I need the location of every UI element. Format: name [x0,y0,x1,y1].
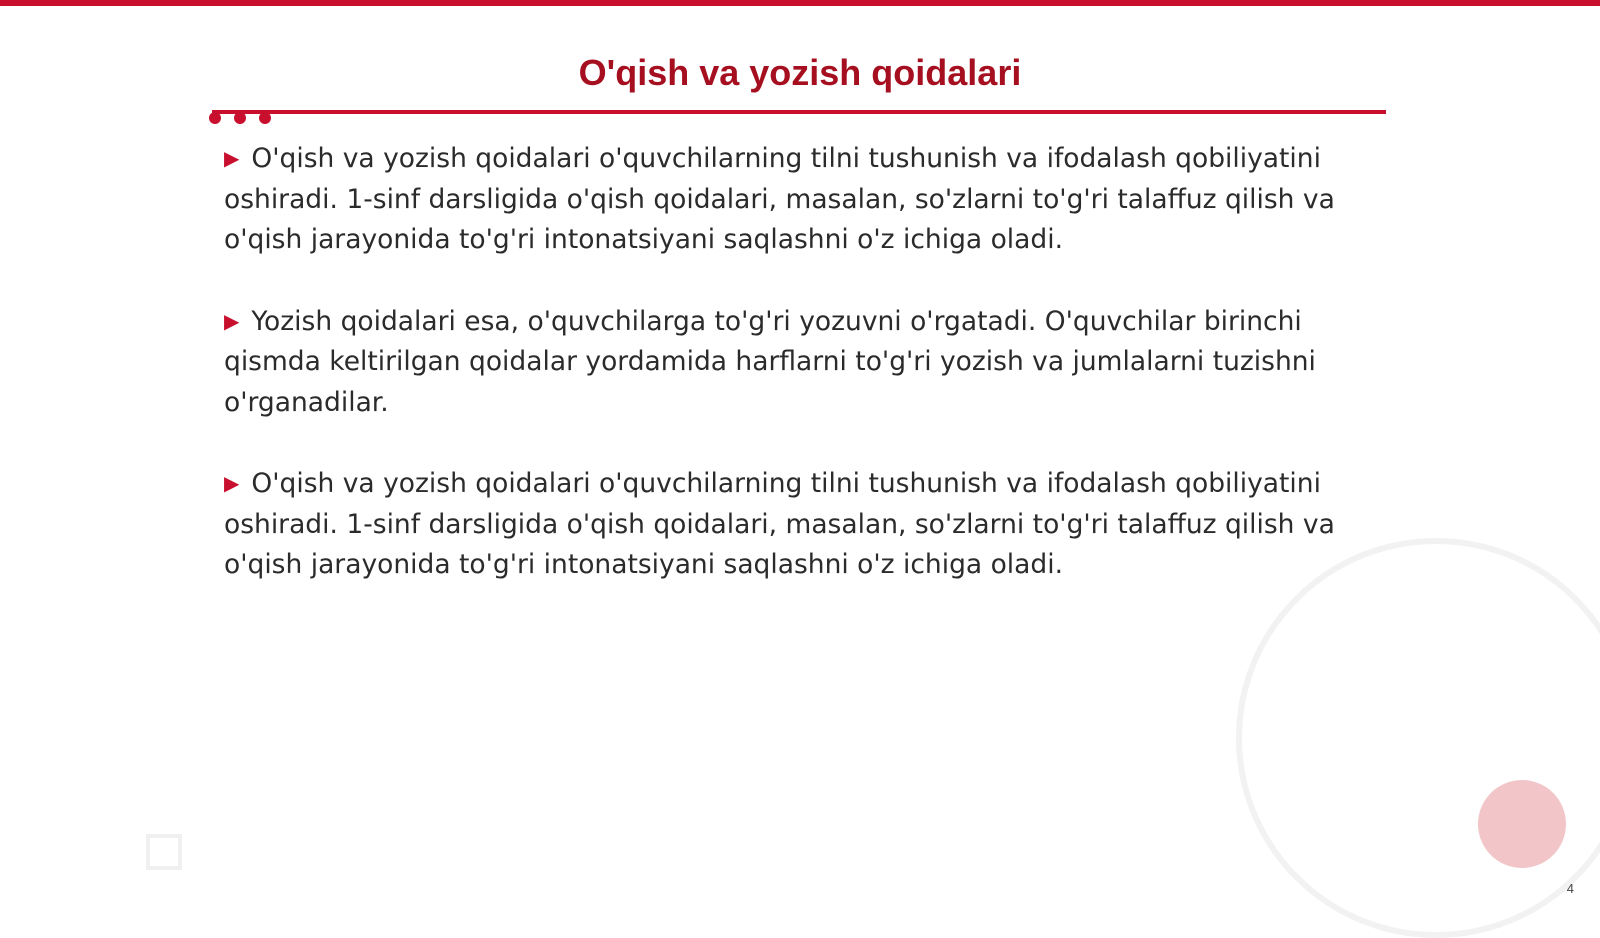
bullet-arrow-icon: ▶ [224,146,240,170]
decor-circle-filled [1478,780,1566,868]
decor-square [146,834,182,870]
bullet-text: Yozish qoidalari esa, o'quvchilarga to'g'ri yozuvni o'rgatadi. O'quvchilar birinchi qismda keltirilgan qoidalar yordamida harflarni to'g'ri yozish va jumlalarni tuzishni o'rganadilar. [224,305,1316,418]
page-number: 4 [1566,881,1574,896]
bullet-list [224,138,1374,626]
bullet-item [224,138,1374,261]
decor-dot-2 [234,112,246,124]
bullet-text: O'qish va yozish qoidalari o'quvchilarning tilni tushunish va ifodalash qobiliyatini oshiradi. 1-sinf darsligida o'qish qoidalari, masalan, so'zlarni to'g'ri talaffuz qilish va o'qish jarayonida to'g'ri intonatsiyani saqlashni o'z ichiga oladi. [224,143,1335,255]
bullet-arrow-icon: ▶ [224,471,240,495]
slide-title: O'qish va yozish qoidalari [578,52,1022,93]
bullet-item [224,463,1374,586]
bullet-item [224,301,1374,424]
bullet-text: O'qish va yozish qoidalari o'quvchilarning tilni tushunish va ifodalash qobiliyatini oshiradi. 1-sinf darsligida o'qish qoidalari, masalan, so'zlarni to'g'ri talaffuz qilish va o'qish jarayonida to'g'ri intonatsiyani saqlashni o'z ichiga oladi. [224,468,1335,580]
title-underline [212,110,1386,114]
decor-dot-3 [259,112,271,124]
decor-dot-1 [209,112,221,124]
bullet-arrow-icon: ▶ [224,308,240,333]
top-accent-bar [0,0,1600,6]
